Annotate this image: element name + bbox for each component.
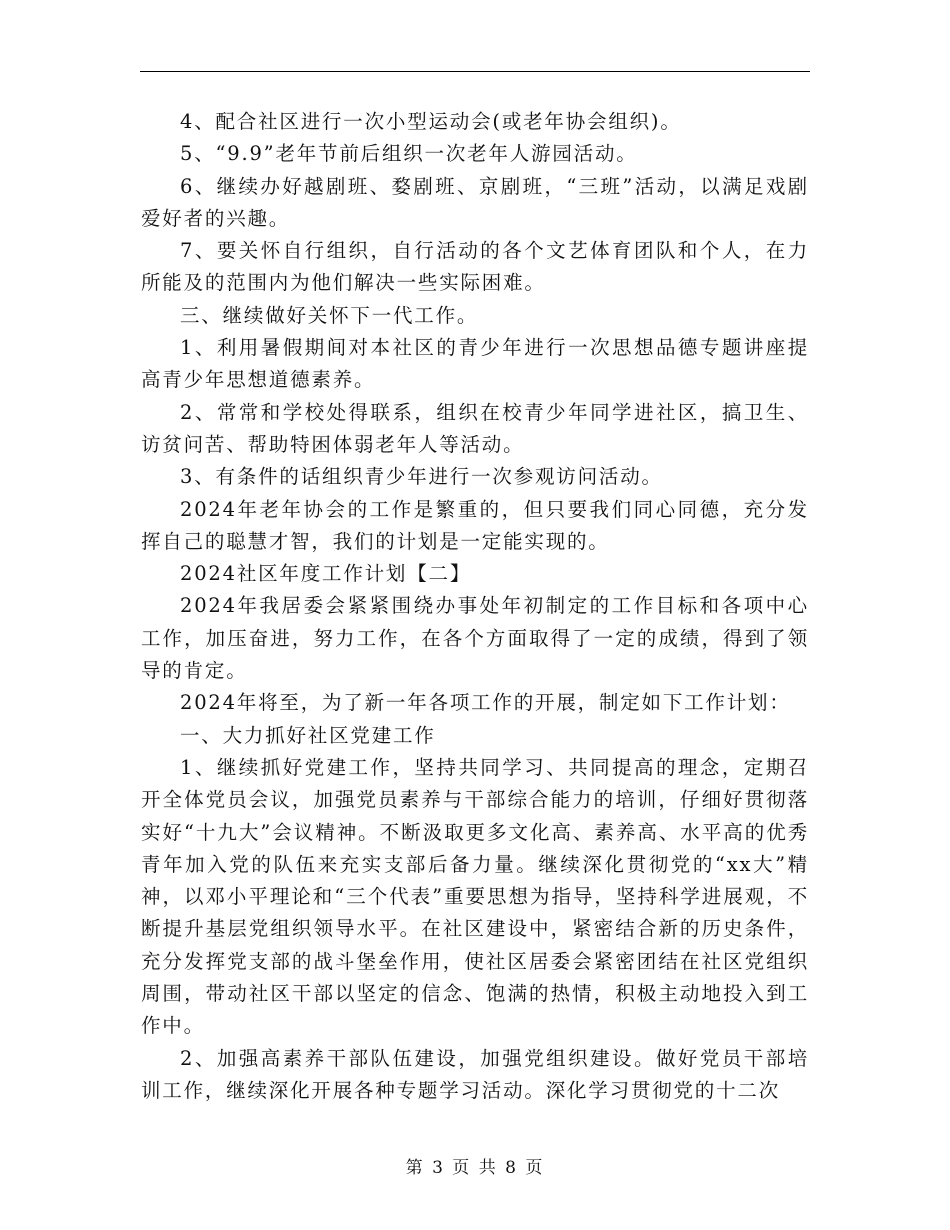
paragraph: 2024年将至，为了新一年各项工作的开展，制定如下工作计划：	[180, 691, 791, 715]
page-number: 第 3 页 共 8 页	[405, 1158, 545, 1178]
document-subtitle: 2024社区年度工作计划【二】	[180, 562, 472, 586]
paragraph: 3、有条件的话组织青少年进行一次参观访问活动。	[180, 465, 663, 489]
paragraph: 2、加强高素养干部队伍建设，加强党组织建设。做好党员干部培训工作，继续深化开展各种专题学习活动。深化学习贯彻党的十二次	[141, 1046, 809, 1102]
document-body	[141, 106, 809, 1107]
paragraph: 4、配合社区进行一次小型运动会(或老年协会组织)。	[180, 110, 682, 133]
paragraph: 2、常常和学校处得联系，组织在校青少年同学进社区，搞卫生、访贫问苦、帮助特困体弱老年人等活动。	[141, 400, 809, 456]
section-heading: 三、继续做好关怀下一代工作。	[180, 303, 479, 327]
paragraph: 1、利用暑假期间对本社区的青少年进行一次思想品德专题讲座提高青少年思想道德素养。	[141, 336, 809, 392]
paragraph: 7、要关怀自行组织，自行活动的各个文艺体育团队和个人，在力所能及的范围内为他们解决一些实际困难。	[141, 239, 809, 295]
paragraph: 2024年我居委会紧紧围绕办事处年初制定的工作目标和各项中心工作，加压奋进，努力工作，在各个方面取得了一定的成绩，得到了领导的肯定。	[141, 594, 809, 683]
paragraph: 5、“9.9”老年节前后组织一次老年人游园活动。	[180, 142, 638, 166]
paragraph: 2024年老年协会的工作是繁重的，但只要我们同心同德，充分发挥自己的聪慧才智，我们的计划是一定能实现的。	[141, 497, 809, 553]
paragraph: 1、继续抓好党建工作，坚持共同学习、共同提高的理念，定期召开全体党员会议，加强党员素养与干部综合能力的培训，仔细好贯彻落实好“十九大”会议精神。不断汲取更多文化高、素养高、水平高的优秀青年加入党的队伍来充实支部后备力量。继续深化贯彻党的“xx大”精神，以邓小平理论和“三个代表”重要思想为指导，坚持科学进展观，不断提升基层党组织领导水平。在社区建设中，紧密结合新的历史条件，充分发挥党支部的战斗堡垒作用，使社区居委会紧密团结在社区党组织周围，带动社区干部以坚定的信念、饱满的热情，积极主动地投入到工作中。	[141, 755, 809, 1038]
section-heading: 一、大力抓好社区党建工作	[180, 723, 436, 747]
paragraph: 6、继续办好越剧班、婺剧班、京剧班，“三班”活动，以满足戏剧爱好者的兴趣。	[141, 174, 809, 230]
header-rule	[140, 71, 810, 72]
